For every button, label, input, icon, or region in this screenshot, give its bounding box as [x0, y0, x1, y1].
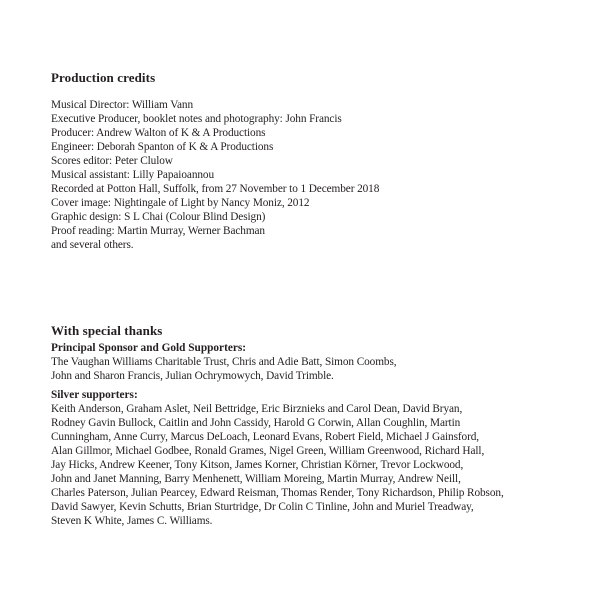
silver-supporters-block — [51, 388, 571, 528]
production-credits-section — [51, 70, 571, 252]
silver-supporters-line: Alan Gillmor, Michael Godbee, Ronald Grames, Nigel Green, William Greenwood, Richard Hall, — [51, 445, 485, 457]
credit-line: Scores editor: Peter Clulow — [51, 155, 173, 167]
credit-line: and several others. — [51, 239, 134, 251]
silver-supporters-line: John and Janet Manning, Barry Menhenett, William Moreing, Martin Murray, Andrew Neill, — [51, 473, 461, 485]
silver-supporters-line: Cunningham, Anne Curry, Marcus DeLoach, Leonard Evans, Robert Field, Michael J Gainsford, — [51, 431, 480, 443]
credit-line: Proof reading: Martin Murray, Werner Bachman — [51, 225, 265, 237]
credit-line: Executive Producer, booklet notes and photography: John Francis — [51, 113, 342, 125]
credit-line: Producer: Andrew Walton of K & A Productions — [51, 127, 266, 139]
principal-sponsors-block — [51, 341, 571, 383]
principal-sponsors-line: The Vaughan Williams Charitable Trust, Chris and Adie Batt, Simon Coombs, — [51, 356, 397, 368]
silver-supporters-line: Charles Paterson, Julian Pearcey, Edward Reisman, Thomas Render, Tony Richardson, Philip Robson, — [51, 487, 504, 499]
principal-sponsors-heading: Principal Sponsor and Gold Supporters: — [51, 342, 247, 354]
credit-line: Recorded at Potton Hall, Suffolk, from 27 November to 1 December 2018 — [51, 183, 380, 195]
credit-line: Musical Director: William Vann — [51, 99, 194, 111]
production-credits-title: Production credits — [51, 70, 156, 85]
special-thanks-title: With special thanks — [51, 323, 163, 338]
silver-supporters-line: Keith Anderson, Graham Aslet, Neil Bettridge, Eric Birznieks and Carol Dean, David Bryan, — [51, 403, 463, 415]
silver-supporters-line: Rodney Gavin Bullock, Caitlin and John Cassidy, Harold G Corwin, Allan Coughlin, Martin — [51, 417, 461, 429]
credit-line: Graphic design: S L Chai (Colour Blind Design) — [51, 211, 266, 223]
silver-supporters-line: Jay Hicks, Andrew Keener, Tony Kitson, James Korner, Christian Körner, Trevor Lockwood, — [51, 459, 464, 471]
special-thanks-section — [51, 323, 571, 528]
production-credits-list — [51, 98, 571, 252]
credit-line: Cover image: Nightingale of Light by Nancy Moniz, 2012 — [51, 197, 310, 209]
silver-supporters-line: David Sawyer, Kevin Schutts, Brian Sturtridge, Dr Colin C Tinline, John and Muriel Treadway, — [51, 501, 474, 513]
silver-supporters-line: Steven K White, James C. Williams. — [51, 515, 213, 527]
credit-line: Engineer: Deborah Spanton of K & A Productions — [51, 141, 274, 153]
silver-supporters-heading: Silver supporters: — [51, 389, 138, 401]
credit-line: Musical assistant: Lilly Papaioannou — [51, 169, 215, 181]
principal-sponsors-line: John and Sharon Francis, Julian Ochrymowych, David Trimble. — [51, 370, 334, 382]
